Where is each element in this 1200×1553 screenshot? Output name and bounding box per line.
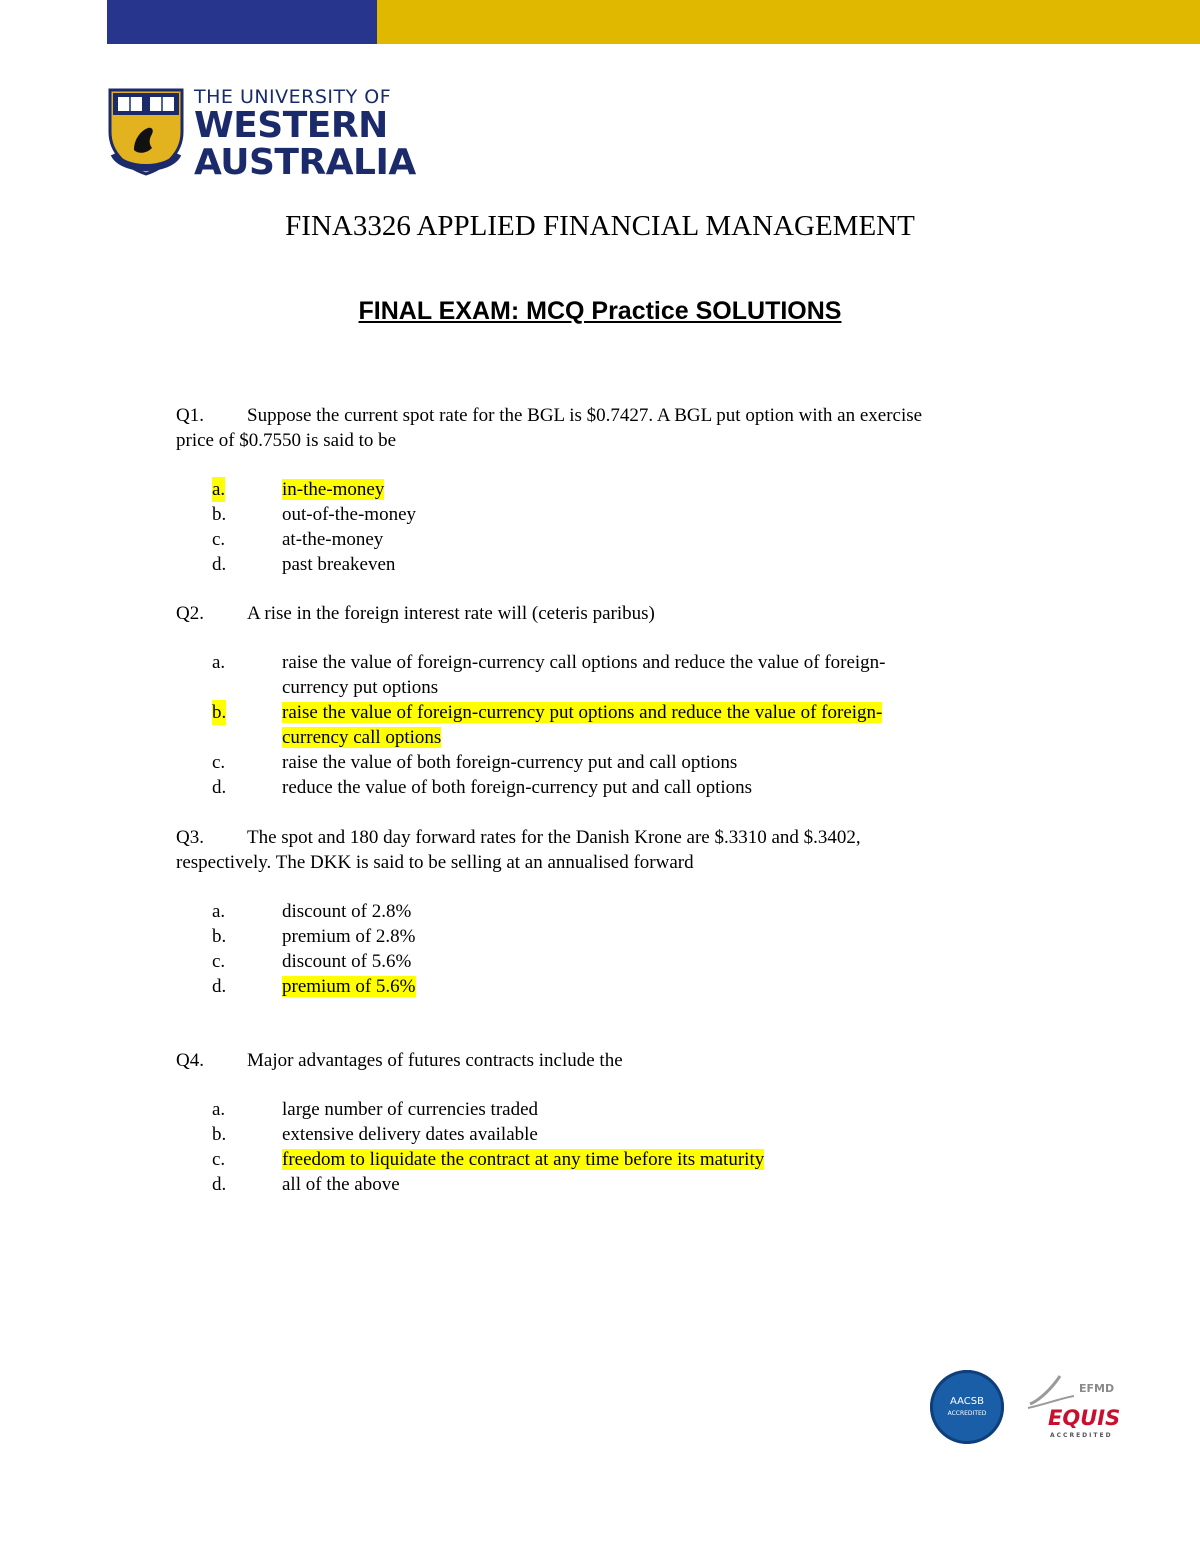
aacsb-label bbox=[930, 1396, 1004, 1419]
option-letter: d. bbox=[212, 976, 227, 997]
answer-option bbox=[176, 477, 1056, 502]
stem-line: The spot and 180 day forward rates for the Danish Krone are $.3310 and $.3402, bbox=[247, 827, 861, 848]
accreditation-logos bbox=[930, 1370, 1130, 1450]
question-stem bbox=[176, 1048, 1056, 1073]
question-number: Q3. bbox=[176, 827, 204, 848]
option-letter: a. bbox=[212, 901, 226, 922]
question-stem bbox=[176, 825, 1056, 875]
question-4 bbox=[176, 1048, 1056, 1197]
stem-line: Major advantages of futures contracts include the bbox=[247, 1050, 623, 1071]
option-text: reduce the value of both foreign-currency put and call options bbox=[282, 777, 753, 798]
aacsb-name: AACSB bbox=[950, 1396, 984, 1407]
option-letter: d. bbox=[212, 777, 227, 798]
option-letter: d. bbox=[212, 1174, 227, 1195]
aacsb-sub: ACCREDITED bbox=[947, 1410, 987, 1417]
logo-line-2: WESTERN bbox=[194, 105, 388, 146]
efmd-name: EFMD bbox=[1079, 1382, 1115, 1395]
option-text: discount of 5.6% bbox=[282, 951, 412, 972]
option-letter: c. bbox=[212, 1149, 226, 1170]
answer-option bbox=[176, 899, 1056, 924]
option-text: all of the above bbox=[282, 1174, 400, 1195]
university-logo bbox=[104, 84, 416, 183]
option-text: premium of 2.8% bbox=[282, 926, 416, 947]
option-text: premium of 5.6% bbox=[282, 976, 416, 997]
option-letter: b. bbox=[212, 504, 227, 525]
stem-line: A rise in the foreign interest rate will (ceteris paribus) bbox=[247, 603, 655, 624]
question-2 bbox=[176, 601, 1056, 800]
option-text: raise the value of foreign-currency call options and reduce the value of foreign- bbox=[282, 652, 886, 673]
header-gold-block bbox=[377, 0, 1200, 44]
option-letter: d. bbox=[212, 554, 227, 575]
question-number: Q1. bbox=[176, 405, 204, 426]
answer-option bbox=[176, 1147, 1056, 1172]
answer-option bbox=[176, 1122, 1056, 1147]
option-text: discount of 2.8% bbox=[282, 901, 412, 922]
efmd-swoosh-icon bbox=[1026, 1374, 1076, 1410]
answer-option bbox=[176, 650, 1056, 700]
option-text: past breakeven bbox=[282, 554, 396, 575]
option-text: large number of currencies traded bbox=[282, 1099, 539, 1120]
stem-line: respectively. The DKK is said to be selling at an annualised forward bbox=[176, 852, 694, 873]
option-text: in-the-money bbox=[282, 479, 385, 500]
answer-option bbox=[176, 924, 1056, 949]
logo-line-1: THE UNIVERSITY OF bbox=[194, 86, 392, 108]
question-stem bbox=[176, 601, 1056, 626]
uwa-crest-icon bbox=[104, 84, 188, 178]
option-text: raise the value of foreign-currency put options and reduce the value of foreign- bbox=[282, 702, 883, 723]
option-list bbox=[176, 650, 1056, 800]
answer-option bbox=[176, 1097, 1056, 1122]
option-letter: c. bbox=[212, 752, 226, 773]
option-letter: a. bbox=[212, 479, 226, 500]
question-1 bbox=[176, 403, 1056, 577]
option-list bbox=[176, 1097, 1056, 1197]
option-letter: a. bbox=[212, 652, 226, 673]
logo-wordmark bbox=[194, 84, 416, 181]
answer-option bbox=[176, 949, 1056, 974]
answer-option bbox=[176, 527, 1056, 552]
option-text: extensive delivery dates available bbox=[282, 1124, 538, 1145]
option-text: currency call options bbox=[282, 727, 442, 748]
answer-option bbox=[176, 700, 1056, 750]
logo-line-3: AUSTRALIA bbox=[194, 142, 416, 183]
option-text: out-of-the-money bbox=[282, 504, 417, 525]
option-text: currency put options bbox=[282, 677, 439, 698]
exam-title: FINAL EXAM: MCQ Practice SOLUTIONS bbox=[358, 297, 842, 325]
option-text: raise the value of both foreign-currency put and call options bbox=[282, 752, 738, 773]
header-color-bar bbox=[107, 0, 1200, 44]
answer-option bbox=[176, 775, 1056, 800]
answer-option bbox=[176, 750, 1056, 775]
stem-line: price of $0.7550 is said to be bbox=[176, 430, 397, 451]
option-text: freedom to liquidate the contract at any time before its maturity bbox=[282, 1149, 765, 1170]
answer-option bbox=[176, 502, 1056, 527]
option-letter: c. bbox=[212, 529, 226, 550]
equis-name: EQUIS bbox=[1048, 1406, 1121, 1430]
option-letter: c. bbox=[212, 951, 226, 972]
option-list bbox=[176, 899, 1056, 999]
option-text: at-the-money bbox=[282, 529, 384, 550]
answer-option bbox=[176, 1172, 1056, 1197]
header-blue-block bbox=[107, 0, 377, 44]
answer-option bbox=[176, 552, 1056, 577]
question-number: Q4. bbox=[176, 1050, 204, 1071]
answer-option bbox=[176, 974, 1056, 999]
efmd-equis-logo bbox=[1026, 1370, 1126, 1444]
option-letter: b. bbox=[212, 926, 227, 947]
course-title: FINA3326 APPLIED FINANCIAL MANAGEMENT bbox=[285, 210, 915, 242]
option-letter: b. bbox=[212, 1124, 227, 1145]
question-stem bbox=[176, 403, 1056, 453]
equis-sub: ACCREDITED bbox=[1050, 1432, 1113, 1439]
question-number: Q2. bbox=[176, 603, 204, 624]
option-letter: b. bbox=[212, 702, 227, 723]
option-letter: a. bbox=[212, 1099, 226, 1120]
option-list bbox=[176, 477, 1056, 577]
aacsb-badge-icon bbox=[930, 1370, 1004, 1444]
stem-line: Suppose the current spot rate for the BGL is $0.7427. A BGL put option with an exercise bbox=[247, 405, 923, 426]
question-3 bbox=[176, 825, 1056, 999]
